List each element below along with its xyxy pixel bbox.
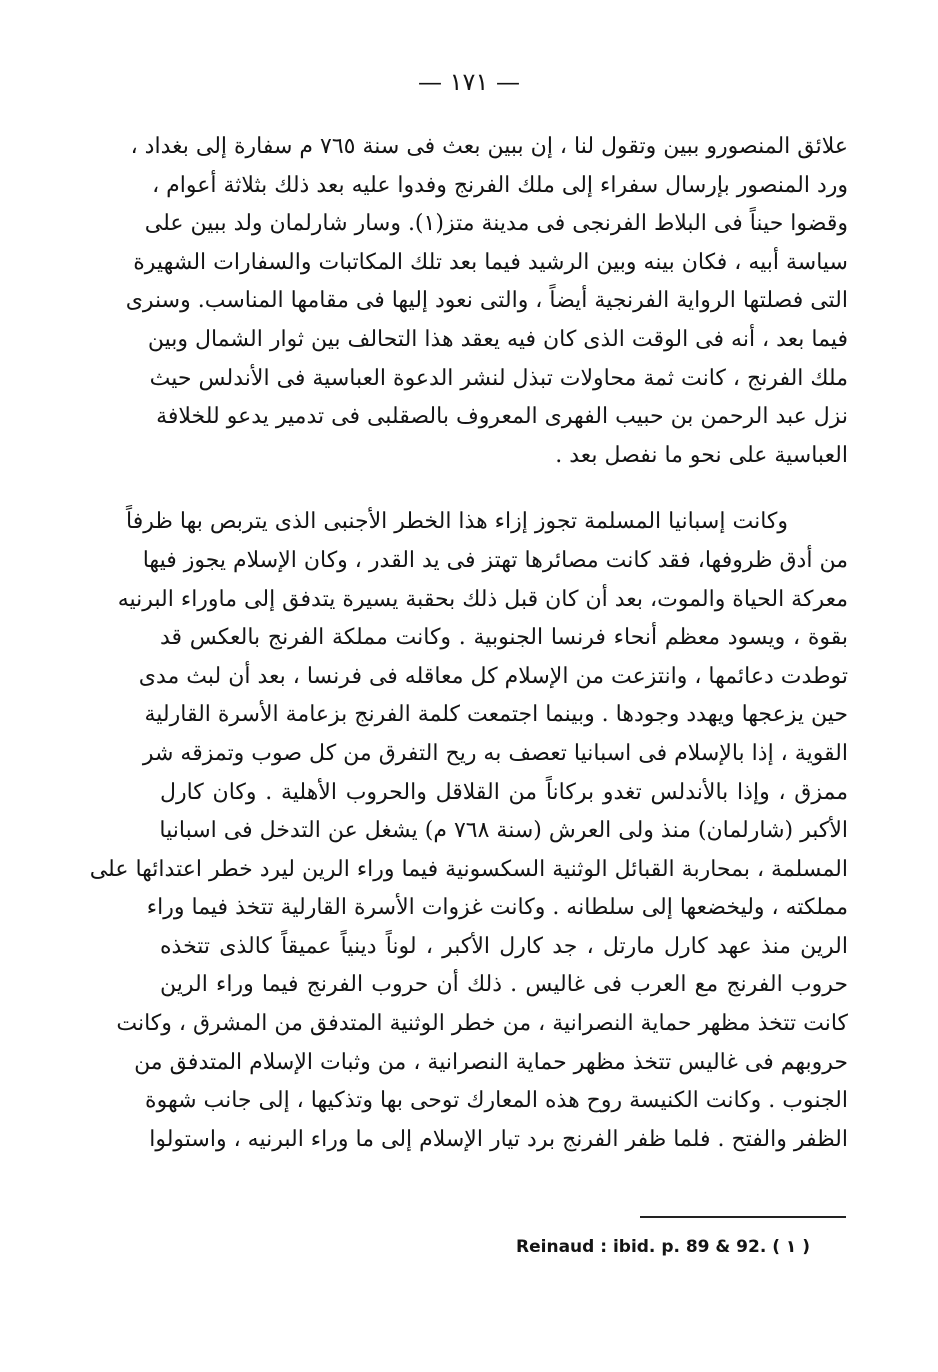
- text-line: الرين منذ عهد كارل مارتل ، جد كارل الأكبر ، لوناً دينياً عميقاً كالذى تتخذه: [160, 933, 848, 959]
- paragraph-2: [89, 503, 848, 1159]
- text-line: فيما بعد ، أنه فى الوقت الذى كان فيه يعقد هذا التحالف بين ثوار الشمال وبين: [147, 326, 848, 352]
- text-line: وقضوا حيناً فى البلاط الفرنجى فى مدينة متز(١). وسار شارلمان ولد ببين على: [144, 211, 848, 237]
- text-line: سياسة أبيه ، فكان بينه وبين الرشيد فيما بعد تلك المكاتبات والسفارات الشهيرة: [133, 249, 848, 275]
- footnote: Reinaud : ibid. p. 89 & 92. ( ١ ): [516, 1237, 810, 1257]
- page-number: — ١٧١ —: [418, 68, 520, 96]
- text-line: المسلمة ، بمحاربة القبائل الوثنية السكسونية فيما وراء الرين ليرد خطر اعتدائها على: [89, 856, 848, 882]
- text-line: حروبهم فى غاليس تتخذ مظهر حماية النصرانية ، من وثبات الإسلام المتدفق من: [134, 1049, 848, 1075]
- body-text: [89, 128, 848, 1159]
- text-line: الظفر والفتح . فلما ظفر الفرنج برد تيار الإسلام إلى ما وراء البرنيه ، واستولوا: [149, 1126, 848, 1152]
- text-line: ملك الفرنج ، كانت ثمة محاولات تبذل لنشر الدعوة العباسية فى الأندلس حيث: [149, 365, 848, 391]
- text-line: توطدت دعائمها ، وانتزعت من الإسلام كل معاقله فى فرنسا ، بعد أن لبث مدى: [138, 663, 848, 689]
- text-line: الأكبر (شارلمان) منذ ولى العرش (سنة ٧٦٨ م) يشغل عن التدخل فى اسبانيا: [159, 818, 848, 844]
- text-line: وكانت إسبانيا المسلمة تجوز إزاء هذا الخطر الأجنبى الذى يتربص بها ظرفاً: [126, 509, 788, 535]
- text-line: العباسية على نحو ما نفصل بعد .: [555, 442, 848, 468]
- text-line: بقوة ، ويسود معظم أنحاء فرنسا الجنوبية . وكانت مملكة الفرنج بالعكس قد: [160, 625, 848, 651]
- text-line: الجنوب . وكانت الكنيسة روح هذه المعارك توحى بها وتذكيها ، إلى جانب شهوة: [145, 1088, 848, 1114]
- text-line: حين يزعجها ويهدد وجودها . وبينما اجتمعت كلمة الفرنج بزعامة الأسرة القارلية: [144, 702, 848, 728]
- text-line: كانت تتخذ مظهر حماية النصرانية ، من خطر الوثنية المتدفق من المشرق ، وكانت: [116, 1011, 848, 1037]
- text-line: القوية ، إذا بالإسلام فى اسبانيا تعصف به ريح التفرق من كل صوب وتمزقه شر: [142, 740, 848, 766]
- footnote-divider: [640, 1216, 846, 1218]
- text-line: علائق المنصورو ببين وتقول لنا ، إن ببين بعث فى سنة ٧٦٥ م سفارة إلى بغداد ،: [130, 134, 848, 159]
- paragraph-1: [125, 128, 848, 475]
- text-line: ممزق ، وإذا بالأندلس تغدو بركاناً من القلاقل والحروب الأهلية . وكان كارل: [160, 779, 848, 805]
- text-line: ورد المنصور بإرسال سفراء إلى ملك الفرنج وفدوا عليه بعد ذلك بثلاثة أعوام ،: [152, 172, 848, 198]
- text-line: حروب الفرنج مع العرب فى غاليس . ذلك أن حروب الفرنج فيما وراء الرين: [160, 972, 848, 998]
- text-line: نزل عبد الرحمن بن حبيب الفهرى المعروف بالصقلبى فى تدمير يدعو للخلافة: [156, 404, 848, 430]
- text-line: من أدق ظروفها، فقد كانت مصائرها تهتز فى يد القدر ، وكان الإسلام يجوز فيها: [142, 547, 848, 573]
- text-line: معركة الحياة والموت، بعد أن كان قبل ذلك بحقبة يسيرة يتدفق إلى ماوراء البرنيه: [117, 586, 848, 612]
- text-line: التى فصلتها الرواية الفرنجية أيضاً ، والتى نعود إليها فى مقامها المناسب. وسنرى: [125, 288, 848, 314]
- text-line: مملكته ، وليخضعها إلى سلطانه . وكانت غزوات الأسرة القارلية تتخذ فيما وراء: [146, 895, 848, 921]
